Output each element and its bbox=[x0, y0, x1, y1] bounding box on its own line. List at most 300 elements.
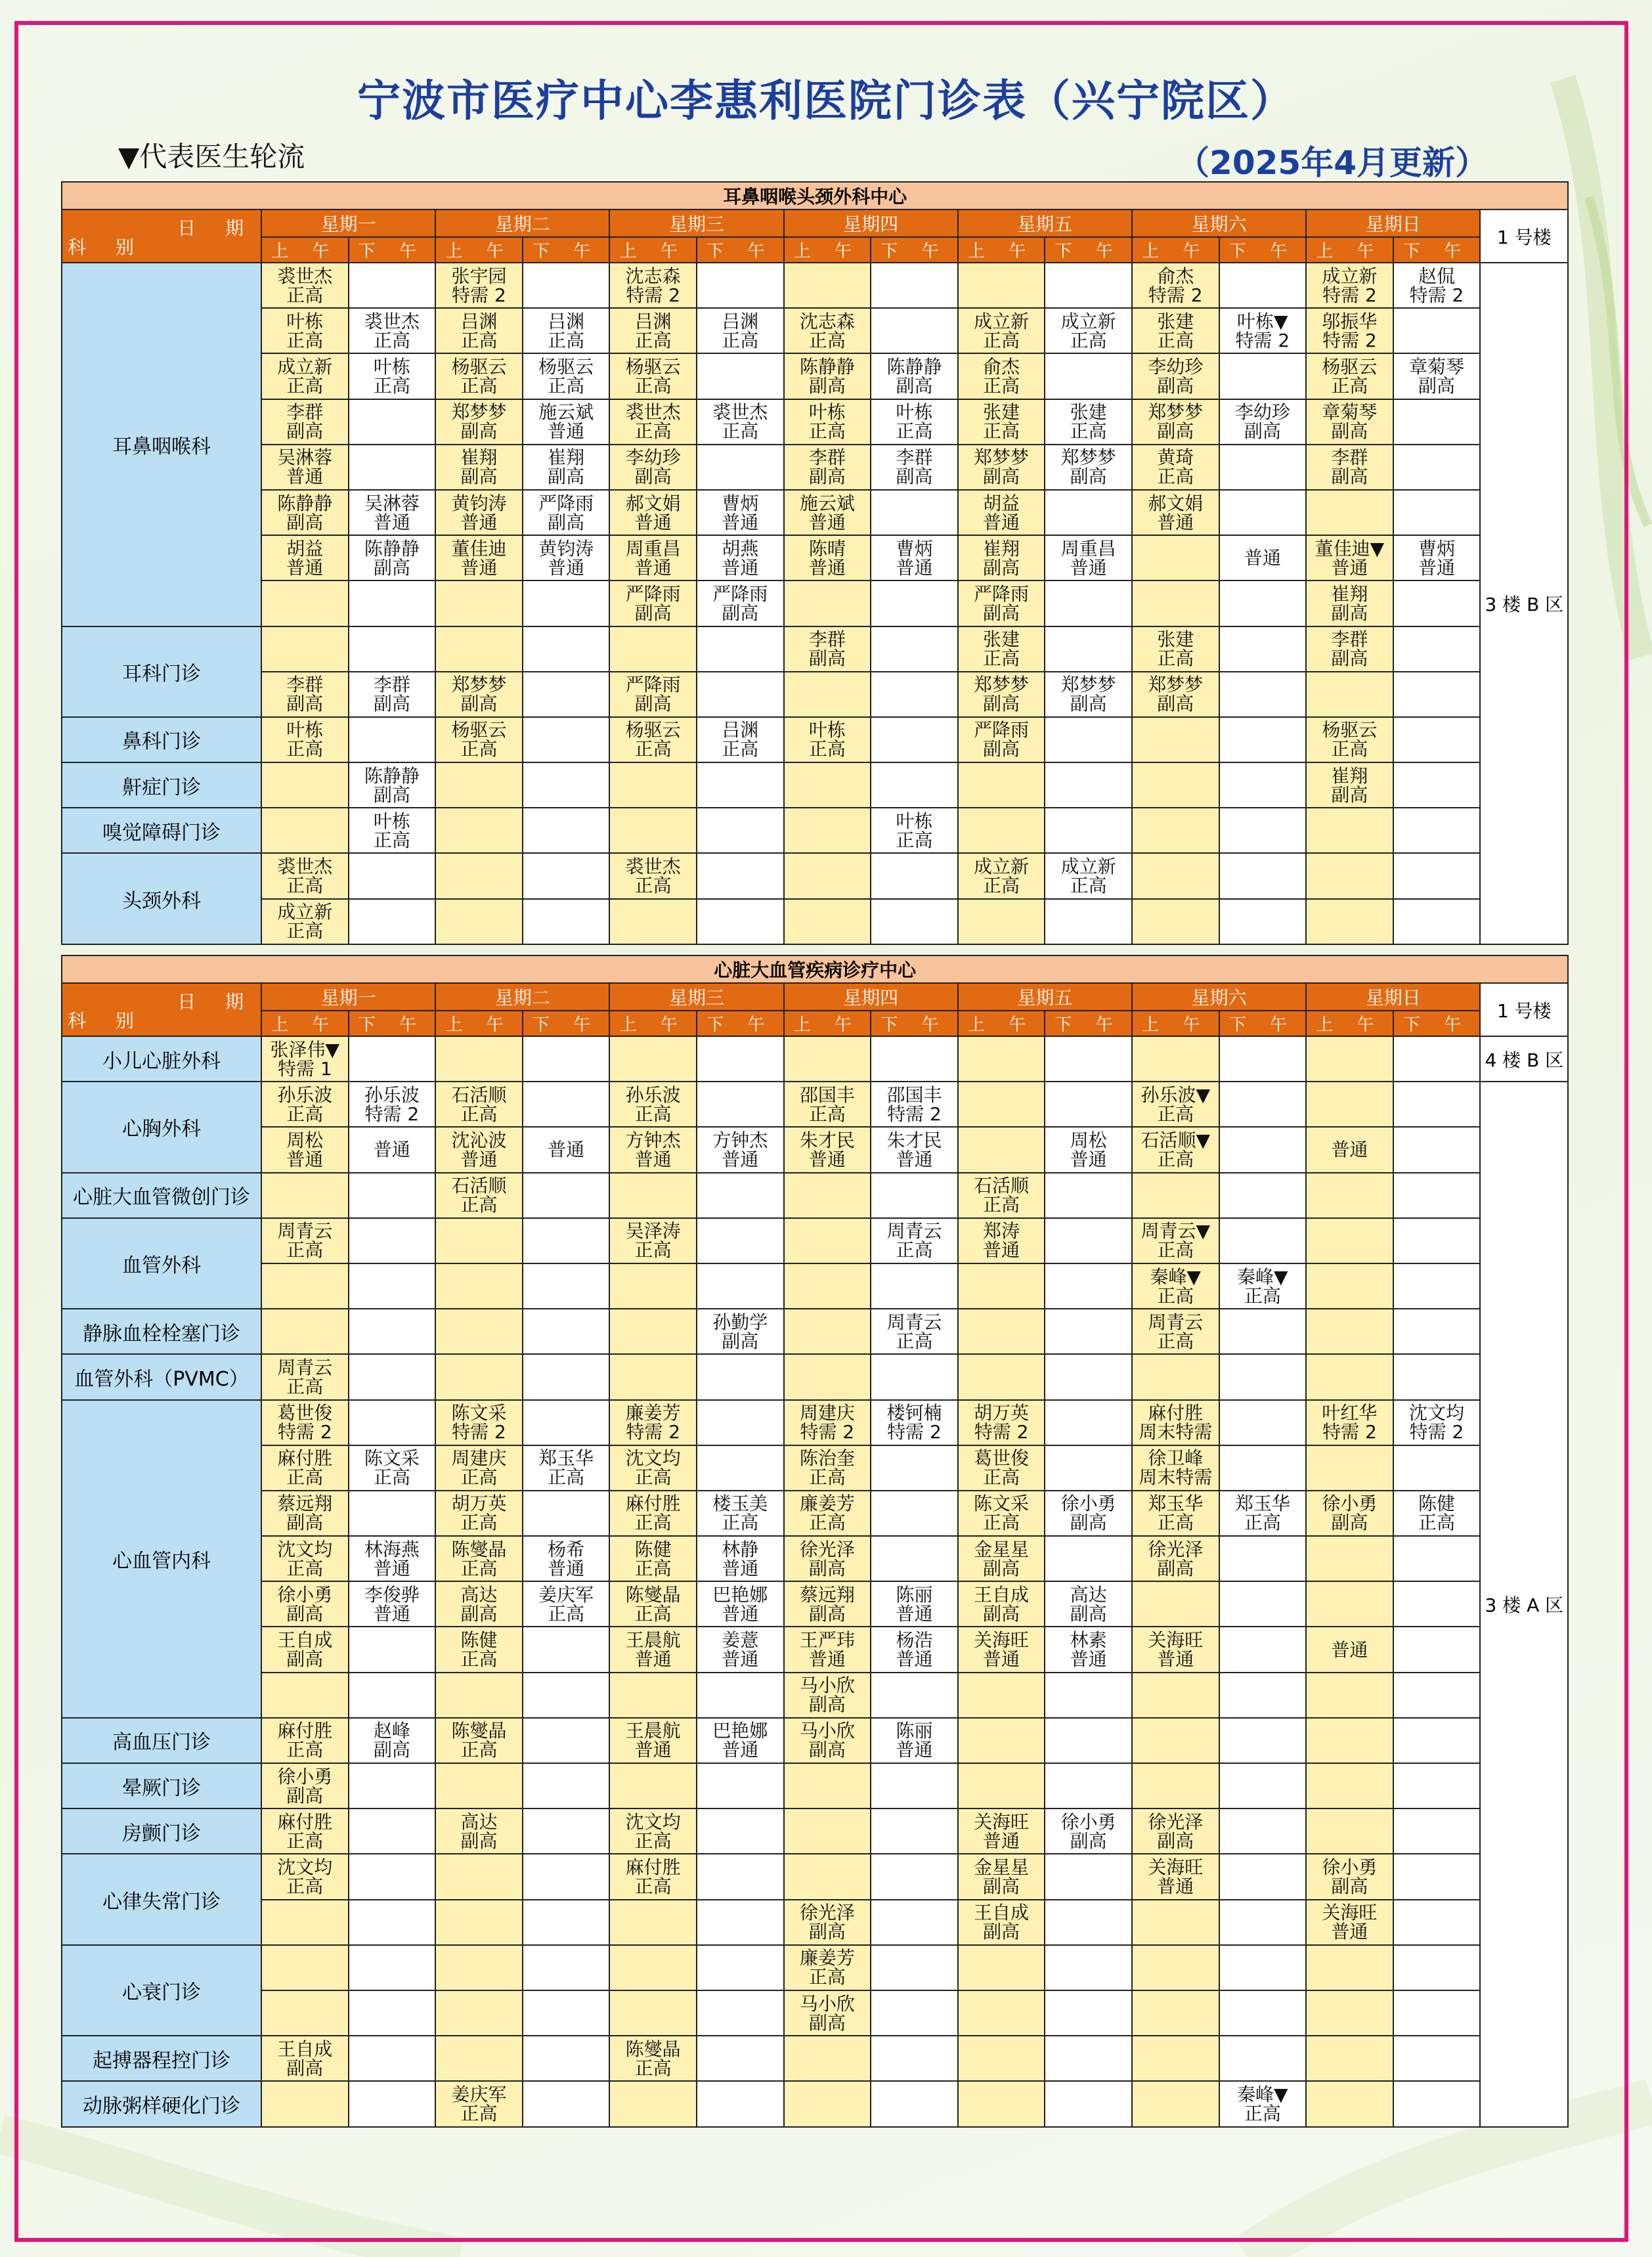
schedule-cell bbox=[871, 1127, 958, 1172]
schedule-cell bbox=[1219, 399, 1307, 445]
schedule-cell bbox=[784, 1581, 871, 1627]
schedule-cell bbox=[1393, 308, 1481, 353]
schedule-cell bbox=[1393, 1990, 1481, 2036]
doctor-entry bbox=[523, 539, 609, 577]
schedule-cell bbox=[609, 1173, 697, 1218]
schedule-cell bbox=[1393, 1900, 1481, 1945]
schedule-cell bbox=[784, 1763, 871, 1808]
doctor-level: 特需 2 bbox=[1148, 284, 1203, 306]
schedule-cell bbox=[958, 263, 1045, 308]
department-name: 血管外科 bbox=[62, 1218, 261, 1309]
doctor-name: 朱才民 bbox=[799, 1129, 855, 1151]
schedule-cell bbox=[784, 1491, 871, 1536]
doctor-entry bbox=[610, 1085, 696, 1124]
schedule-cell bbox=[1393, 353, 1481, 399]
doctor-entry bbox=[785, 1994, 871, 2032]
doctor-level: 普通 bbox=[808, 511, 846, 533]
doctor-level: 普通 bbox=[722, 1648, 759, 1671]
doctor-level: 特需 2 bbox=[1235, 329, 1290, 351]
department-name: 小儿心脏外科 bbox=[62, 1036, 261, 1082]
department-name: 心脏大血管微创门诊 bbox=[62, 1173, 261, 1218]
doctor-name: 杨驱云 bbox=[1322, 355, 1378, 378]
schedule-cell bbox=[697, 1945, 784, 1990]
doctor-level: 副高 bbox=[373, 783, 410, 806]
doctor-entry bbox=[1045, 1812, 1131, 1851]
schedule-cell bbox=[1219, 1581, 1307, 1627]
schedule-cell bbox=[1306, 445, 1393, 490]
doctor-entry bbox=[1307, 403, 1393, 441]
doctor-entry bbox=[1133, 1540, 1219, 1578]
department-name: 动脉粥样硬化门诊 bbox=[62, 2081, 261, 2126]
doctor-level: 副高 bbox=[286, 1512, 324, 1534]
schedule-cell bbox=[1045, 490, 1132, 535]
schedule-cell bbox=[1306, 490, 1393, 535]
schedule-cell bbox=[1393, 399, 1481, 445]
doctor-level: 正高 bbox=[460, 1648, 498, 1671]
schedule-cell bbox=[261, 353, 349, 399]
doctor-name: 崔翔 bbox=[983, 537, 1020, 559]
schedule-cell bbox=[609, 1763, 697, 1808]
schedule-cell bbox=[523, 535, 610, 581]
doctor-level: 特需 2 bbox=[452, 284, 506, 306]
doctor-level: 正高 bbox=[286, 875, 324, 897]
schedule-cell bbox=[1306, 1127, 1393, 1172]
doctor-level: 副高 bbox=[808, 2011, 846, 2034]
doctor-level: 普通 bbox=[1157, 511, 1194, 533]
doctor-entry bbox=[871, 357, 957, 395]
day-header: 星期六 bbox=[1132, 209, 1306, 237]
doctor-name: 成立新 bbox=[1060, 310, 1116, 332]
schedule-cell bbox=[1393, 1082, 1481, 1127]
doctor-entry bbox=[436, 1176, 522, 1214]
doctor-name: 郑梦梦 bbox=[1060, 674, 1116, 696]
doctor-name: 成立新 bbox=[1322, 265, 1378, 287]
schedule-cell bbox=[261, 1036, 349, 1082]
schedule-cell bbox=[261, 1900, 349, 1945]
schedule-cell bbox=[1393, 1354, 1481, 1399]
doctor-name: 崔翔 bbox=[1331, 582, 1368, 605]
doctor-name: 蔡远翔 bbox=[799, 1583, 855, 1606]
doctor-entry bbox=[610, 675, 696, 713]
doctor-level: 副高 bbox=[983, 693, 1020, 715]
schedule-cell bbox=[261, 1536, 349, 1581]
schedule-cell bbox=[958, 1127, 1045, 1172]
doctor-name: 林海燕 bbox=[364, 1538, 420, 1560]
schedule-cell bbox=[1219, 2081, 1307, 2126]
schedule-cell bbox=[1219, 581, 1307, 626]
doctor-level: 正高 bbox=[634, 329, 672, 351]
schedule-cell bbox=[871, 1990, 958, 2036]
schedule-cell bbox=[261, 853, 349, 898]
schedule-cell bbox=[1219, 1763, 1307, 1808]
doctor-entry bbox=[523, 357, 609, 395]
doctor-entry bbox=[436, 1721, 522, 1759]
floor-label: 3 楼 A 区 bbox=[1480, 1082, 1568, 2126]
doctor-name: 王自成 bbox=[277, 1629, 333, 1652]
doctor-entry bbox=[610, 857, 696, 895]
doctor-name: 廉姜芳 bbox=[625, 1402, 681, 1424]
schedule-cell bbox=[871, 1082, 958, 1127]
doctor-name: 邵国丰 bbox=[799, 1084, 855, 1106]
doctor-entry bbox=[1394, 357, 1480, 395]
doctor-name: 张建 bbox=[983, 628, 1020, 651]
schedule-cell bbox=[349, 1536, 436, 1581]
schedule-cell bbox=[1132, 1036, 1219, 1082]
doctor-level: 副高 bbox=[373, 1739, 410, 1761]
doctor-name: 杨驱云 bbox=[451, 355, 507, 378]
building-label: 1 号楼 bbox=[1480, 209, 1568, 263]
schedule-cell bbox=[435, 626, 523, 672]
schedule-cell bbox=[958, 1763, 1045, 1808]
pm-header: 下 午 bbox=[349, 1011, 436, 1036]
schedule-cell bbox=[871, 1354, 958, 1399]
schedule-cell bbox=[697, 1808, 784, 1854]
doctor-name: 林素 bbox=[1070, 1629, 1107, 1652]
day-header: 星期日 bbox=[1306, 209, 1480, 237]
doctor-name: 严降雨 bbox=[712, 582, 768, 605]
schedule-cell bbox=[609, 808, 697, 853]
doctor-level: 副高 bbox=[896, 374, 933, 397]
doctor-entry bbox=[1133, 448, 1219, 486]
doctor-entry bbox=[610, 357, 696, 395]
doctor-entry bbox=[349, 675, 435, 713]
am-header: 上 午 bbox=[958, 1011, 1045, 1036]
schedule-cell bbox=[523, 1309, 610, 1354]
schedule-cell bbox=[1219, 308, 1307, 353]
doctor-level: 副高 bbox=[808, 1557, 846, 1579]
doctor-level: 普通 bbox=[373, 1602, 410, 1625]
schedule-cell bbox=[261, 626, 349, 672]
schedule-cell bbox=[609, 308, 697, 353]
doctor-entry bbox=[697, 1540, 783, 1578]
doctor-name: 叶栋 bbox=[373, 355, 410, 378]
schedule-cell bbox=[349, 626, 436, 672]
schedule-cell bbox=[261, 1763, 349, 1808]
schedule-cell bbox=[784, 1173, 871, 1218]
doctor-name: 姜庆军 bbox=[538, 1583, 594, 1606]
schedule-cell bbox=[697, 581, 784, 626]
schedule-cell bbox=[1393, 2036, 1481, 2081]
schedule-cell bbox=[435, 1173, 523, 1218]
schedule-cell bbox=[609, 1263, 697, 1309]
doctor-name: 陈文采 bbox=[974, 1493, 1030, 1515]
doctor-name: 秦峰▼ bbox=[1237, 1265, 1288, 1288]
doctor-name: 俞杰 bbox=[1157, 265, 1194, 287]
doctor-name: 陈燮晶 bbox=[625, 2038, 681, 2060]
schedule-cell bbox=[1219, 808, 1307, 853]
schedule-cell bbox=[523, 2036, 610, 2081]
doctor-name: 杨希 bbox=[548, 1538, 585, 1560]
schedule-cell bbox=[261, 581, 349, 626]
schedule-cell bbox=[435, 1900, 523, 1945]
doctor-name: 麻付胜 bbox=[625, 1493, 681, 1515]
schedule-cell bbox=[435, 399, 523, 445]
doctor-level: 特需 2 bbox=[800, 1421, 855, 1443]
section-title: 耳鼻咽喉头颈外科中心 bbox=[62, 182, 1568, 209]
doctor-name: 郑玉华 bbox=[538, 1447, 594, 1470]
doctor-level: 特需 2 bbox=[1322, 1421, 1377, 1443]
date-label: 日 期 bbox=[177, 991, 255, 1013]
schedule-cell bbox=[958, 1536, 1045, 1581]
doctor-name: 高达 bbox=[460, 1810, 498, 1833]
schedule-cell bbox=[697, 1491, 784, 1536]
doctor-entry bbox=[610, 448, 696, 486]
schedule-cell bbox=[1132, 672, 1219, 717]
doctor-level: 正高 bbox=[286, 738, 324, 760]
doctor-name: 裘世杰 bbox=[625, 856, 681, 878]
doctor-entry bbox=[1133, 267, 1219, 305]
doctor-entry bbox=[785, 1585, 871, 1623]
doctor-level: 副高 bbox=[634, 693, 672, 715]
doctor-name: 叶栋▼ bbox=[1237, 310, 1288, 332]
schedule-cell bbox=[958, 853, 1045, 898]
schedule-table-cardio bbox=[61, 955, 1569, 2128]
doctor-name: 成立新 bbox=[277, 901, 333, 923]
doctor-level: 普通 bbox=[1331, 1139, 1368, 1161]
schedule-cell bbox=[1393, 899, 1481, 944]
doctor-entry bbox=[697, 1585, 783, 1623]
doctor-level: 特需 2 bbox=[1322, 329, 1377, 351]
schedule-cell bbox=[958, 581, 1045, 626]
schedule-cell bbox=[1045, 1900, 1132, 1945]
doctor-level: 正高 bbox=[634, 1830, 672, 1852]
schedule-cell bbox=[1045, 1581, 1132, 1627]
doctor-entry bbox=[1133, 1085, 1219, 1124]
doctor-entry bbox=[785, 1494, 871, 1532]
doctor-level: 正高 bbox=[460, 1512, 498, 1534]
doctor-name: 叶栋 bbox=[286, 310, 324, 332]
am-header: 上 午 bbox=[784, 1011, 871, 1036]
doctor-level: 正高 bbox=[286, 374, 324, 397]
schedule-cell bbox=[871, 1309, 958, 1354]
schedule-cell bbox=[1045, 399, 1132, 445]
doctor-entry bbox=[1307, 1403, 1393, 1441]
schedule-cell bbox=[523, 672, 610, 717]
schedule-cell bbox=[1219, 1718, 1307, 1763]
doctor-name: 周青云 bbox=[1148, 1311, 1204, 1333]
doctor-entry bbox=[959, 403, 1045, 441]
schedule-cell bbox=[349, 1082, 436, 1127]
schedule-cell bbox=[1306, 1309, 1393, 1354]
schedule-cell bbox=[697, 626, 784, 672]
doctor-name: 周青云▼ bbox=[1141, 1220, 1210, 1242]
doctor-name: 郝文娟 bbox=[625, 492, 681, 514]
schedule-cell bbox=[1132, 1763, 1219, 1808]
doctor-entry bbox=[436, 1585, 522, 1623]
doctor-entry bbox=[349, 539, 435, 577]
schedule-cell bbox=[1393, 1673, 1481, 1718]
doctor-name: 麻付胜 bbox=[625, 1856, 681, 1878]
doctor-entry bbox=[349, 357, 435, 395]
doctor-name: 杨驱云 bbox=[625, 719, 681, 741]
doctor-level: 普通 bbox=[896, 1648, 933, 1671]
doctor-entry bbox=[1133, 1131, 1219, 1169]
schedule-cell bbox=[349, 1808, 436, 1854]
doctor-name: 周重昌 bbox=[1060, 537, 1116, 559]
schedule-cell bbox=[609, 1445, 697, 1491]
doctor-level: 正高 bbox=[286, 1103, 324, 1125]
schedule-cell bbox=[1132, 1173, 1219, 1218]
schedule-cell bbox=[609, 1854, 697, 1899]
schedule-cell bbox=[1393, 1808, 1481, 1854]
doctor-level: 副高 bbox=[983, 1602, 1020, 1625]
doctor-name: 方钟杰 bbox=[712, 1129, 768, 1151]
doctor-level: 正高 bbox=[373, 374, 410, 397]
schedule-cell bbox=[958, 717, 1045, 762]
doctor-entry bbox=[959, 1494, 1045, 1532]
doctor-level: 普通 bbox=[548, 556, 585, 579]
schedule-cell bbox=[261, 1673, 349, 1718]
doctor-entry bbox=[871, 812, 957, 850]
schedule-cell bbox=[871, 1900, 958, 1945]
doctor-name: 成立新 bbox=[1060, 856, 1116, 878]
doctor-level: 正高 bbox=[808, 1966, 846, 1988]
schedule-cell bbox=[523, 2081, 610, 2126]
doctor-name: 邵国丰 bbox=[886, 1084, 942, 1106]
schedule-cell bbox=[1393, 672, 1481, 717]
day-header: 星期五 bbox=[958, 209, 1132, 237]
doctor-level: 正高 bbox=[460, 329, 498, 351]
doctor-level: 特需 2 bbox=[1409, 1421, 1464, 1443]
doctor-level: 普通 bbox=[548, 1557, 585, 1579]
schedule-cell bbox=[1132, 1400, 1219, 1445]
schedule-cell bbox=[523, 1173, 610, 1218]
doctor-level: 正高 bbox=[460, 1103, 498, 1125]
schedule-cell bbox=[435, 1854, 523, 1899]
schedule-cell bbox=[1132, 1082, 1219, 1127]
doctor-name: 叶红华 bbox=[1322, 1402, 1378, 1424]
doctor-name: 徐小勇 bbox=[1322, 1856, 1378, 1878]
doctor-name: 杨浩 bbox=[896, 1629, 933, 1652]
day-header: 星期六 bbox=[1132, 983, 1306, 1011]
schedule-cell bbox=[1219, 1854, 1307, 1899]
schedule-cell bbox=[1393, 1218, 1481, 1263]
doctor-level: 普通 bbox=[548, 420, 585, 443]
schedule-cell bbox=[1219, 1945, 1307, 1990]
doctor-name: 郝文娟 bbox=[1148, 492, 1204, 514]
schedule-cell bbox=[784, 1673, 871, 1718]
doctor-entry bbox=[1045, 1631, 1131, 1669]
schedule-cell bbox=[1132, 853, 1219, 898]
doctor-name: 郑梦梦 bbox=[1148, 674, 1204, 696]
doctor-name: 孙乐波 bbox=[625, 1084, 681, 1106]
doctor-level: 正高 bbox=[634, 1557, 672, 1579]
doctor-level: 普通 bbox=[373, 1139, 410, 1161]
schedule-cell bbox=[1045, 2081, 1132, 2126]
schedule-cell bbox=[697, 1536, 784, 1581]
doctor-entry bbox=[785, 1085, 871, 1124]
doctor-entry bbox=[1307, 1494, 1393, 1532]
schedule-cell bbox=[871, 1536, 958, 1581]
doctor-level: 正高 bbox=[634, 1103, 672, 1125]
schedule-cell bbox=[609, 1536, 697, 1581]
doctor-entry bbox=[959, 312, 1045, 350]
doctor-level: 副高 bbox=[286, 1784, 324, 1807]
doctor-entry bbox=[697, 1313, 783, 1351]
schedule-cell bbox=[609, 1808, 697, 1854]
schedule-cell bbox=[349, 1491, 436, 1536]
schedule-cell bbox=[1132, 308, 1219, 353]
date-dept-corner bbox=[62, 983, 261, 1036]
department-name: 静脉血栓栓塞门诊 bbox=[62, 1309, 261, 1354]
doctor-level: 正高 bbox=[1157, 1103, 1194, 1125]
doctor-level: 正高 bbox=[1157, 1512, 1194, 1534]
doctor-entry bbox=[349, 312, 435, 350]
schedule-cell bbox=[1132, 1627, 1219, 1672]
doctor-name: 董佳迪▼ bbox=[1315, 537, 1385, 559]
doctor-entry bbox=[785, 630, 871, 668]
schedule-cell bbox=[784, 672, 871, 717]
schedule-cell bbox=[261, 490, 349, 535]
schedule-cell bbox=[523, 717, 610, 762]
doctor-level: 特需 2 bbox=[626, 284, 681, 306]
schedule-cell bbox=[1045, 535, 1132, 581]
schedule-cell bbox=[1219, 1900, 1307, 1945]
schedule-cell bbox=[609, 1673, 697, 1718]
schedule-cell bbox=[349, 1400, 436, 1445]
doctor-level: 副高 bbox=[983, 602, 1020, 624]
schedule-cell bbox=[1393, 1627, 1481, 1672]
doctor-entry bbox=[262, 1812, 348, 1851]
doctor-level: 普通 bbox=[808, 1148, 846, 1170]
doctor-name: 徐小勇 bbox=[1060, 1493, 1116, 1515]
doctor-name: 施云斌 bbox=[538, 401, 594, 424]
doctor-name: 周建庆 bbox=[451, 1447, 507, 1470]
doctor-entry bbox=[959, 584, 1045, 623]
schedule-cell bbox=[1393, 1718, 1481, 1763]
day-header: 星期一 bbox=[261, 209, 435, 237]
doctor-entry bbox=[610, 2040, 696, 2078]
schedule-cell bbox=[784, 2036, 871, 2081]
schedule-cell bbox=[261, 1945, 349, 1990]
schedule-cell bbox=[871, 1945, 958, 1990]
doctor-level: 普通 bbox=[634, 1648, 672, 1671]
schedule-cell bbox=[784, 1036, 871, 1082]
schedule-cell bbox=[609, 626, 697, 672]
doctor-name: 高达 bbox=[460, 1583, 498, 1606]
doctor-entry bbox=[262, 1585, 348, 1623]
doctor-entry bbox=[262, 1040, 348, 1078]
doctor-name: 金星星 bbox=[974, 1538, 1030, 1560]
schedule-cell bbox=[784, 308, 871, 353]
doctor-level: 普通 bbox=[1331, 1638, 1368, 1661]
schedule-cell bbox=[1306, 2081, 1393, 2126]
schedule-table-ent bbox=[61, 181, 1569, 945]
schedule-cell bbox=[1393, 762, 1481, 808]
schedule-cell bbox=[435, 353, 523, 399]
doctor-name: 李幼珍 bbox=[1148, 355, 1204, 378]
doctor-entry bbox=[1307, 357, 1393, 395]
doctor-entry bbox=[436, 1085, 522, 1124]
schedule-cell bbox=[1219, 263, 1307, 308]
doctor-entry bbox=[262, 720, 348, 758]
schedule-cell bbox=[1393, 626, 1481, 672]
doctor-entry bbox=[1307, 630, 1393, 668]
doctor-level: 普通 bbox=[722, 1557, 759, 1579]
doctor-name: 王晨航 bbox=[625, 1720, 681, 1742]
doctor-entry bbox=[959, 1403, 1045, 1441]
doctor-level: 正高 bbox=[634, 2057, 672, 2079]
doctor-level: 正高 bbox=[286, 329, 324, 351]
day-header: 星期二 bbox=[435, 209, 609, 237]
doctor-level: 正高 bbox=[1244, 1512, 1281, 1534]
schedule-cell bbox=[1219, 490, 1307, 535]
schedule-cell bbox=[523, 1581, 610, 1627]
schedule-cell bbox=[784, 1400, 871, 1445]
schedule-cell bbox=[1132, 353, 1219, 399]
doctor-level: 副高 bbox=[548, 511, 585, 533]
schedule-cell bbox=[697, 1127, 784, 1172]
